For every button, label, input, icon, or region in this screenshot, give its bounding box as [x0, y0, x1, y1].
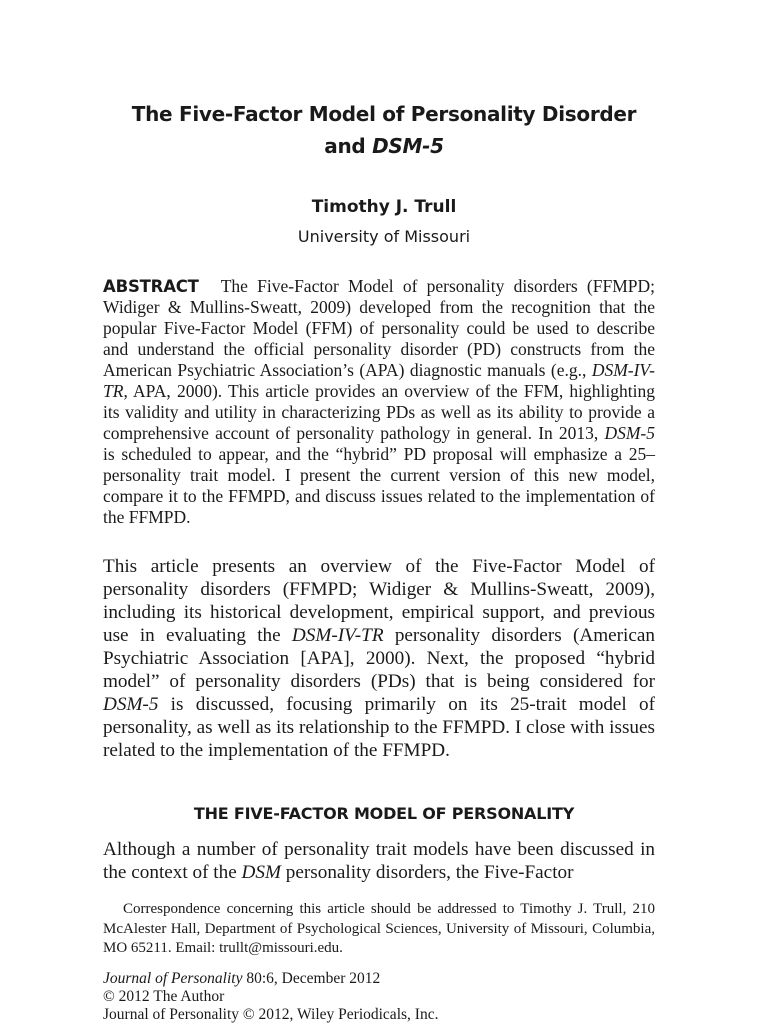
- author-affiliation: University of Missouri: [297, 227, 471, 246]
- title-dsm5: DSM-5: [372, 134, 444, 158]
- abstract: ABSTRACT The Five-Factor Model of personality disorders (FFMPD; Widiger & Mullins-Sweatt, 2009) developed from the recognition that the popular Five-Factor Model (FFM) of personality could be used to describe and understand the official personality disorder (PD) constructs from the American Psychiatric Association’s (APA) diagnostic manuals (e.g., DSM-IV-TR, APA, 2000). This article provides an overview of the FFM, highlighting its validity and utility in characterizing PDs as well as its ability to provide a comprehensive account of personality pathology in general. In 2013, DSM-5 is scheduled to appear, and the “hybrid” PD proposal will emphasize a 25–personality trait model. I present the current version of this new model, compare it to the FFMPD, and discuss issues related to the implementation of the FFMPD.: [103, 276, 655, 527]
- abstract-label: ABSTRACT: [103, 277, 199, 296]
- section-heading: THE FIVE-FACTOR MODEL OF PERSONALITY: [193, 804, 575, 823]
- title-line-2: and DSM-5: [324, 134, 444, 158]
- author-name: Timothy J. Trull: [311, 197, 457, 217]
- title-line-1: The Five-Factor Model of Personality Disorder: [131, 102, 637, 126]
- section-paragraph: Although a number of personality trait models have been discussed in the context of the DSM personality disorders, the Five-Factor: [103, 839, 655, 883]
- article-title: [0, 98, 768, 162]
- correspondence-footnote: Correspondence concerning this article should be addressed to Timothy J. Trull, 210 McAlester Hall, Department of Psychological Sciences, University of Missouri, Columbia, MO 65211. Email: trullt@missouri.edu.: [103, 901, 655, 956]
- copyright-publisher: Journal of Personality © 2012, Wiley Periodicals, Inc.: [103, 1006, 439, 1023]
- journal-citation: Journal of Personality 80:6, December 2012: [103, 970, 381, 987]
- intro-paragraph: This article presents an overview of the Five-Factor Model of personality disorders (FFMPD; Widiger & Mullins-Sweatt, 2009), including its historical development, empirical support, and previous use in evaluating the DSM-IV-TR personality disorders (American Psychiatric Association [APA], 2000). Next, the proposed “hybrid model” of personality disorders (PDs) that is being considered for DSM-5 is discussed, focusing primarily on its 25-trait model of personality, as well as its relationship to the FFMPD. I close with issues related to the implementation of the FFMPD.: [103, 556, 655, 761]
- journal-info: [103, 970, 663, 1024]
- copyright-author: © 2012 The Author: [103, 988, 225, 1005]
